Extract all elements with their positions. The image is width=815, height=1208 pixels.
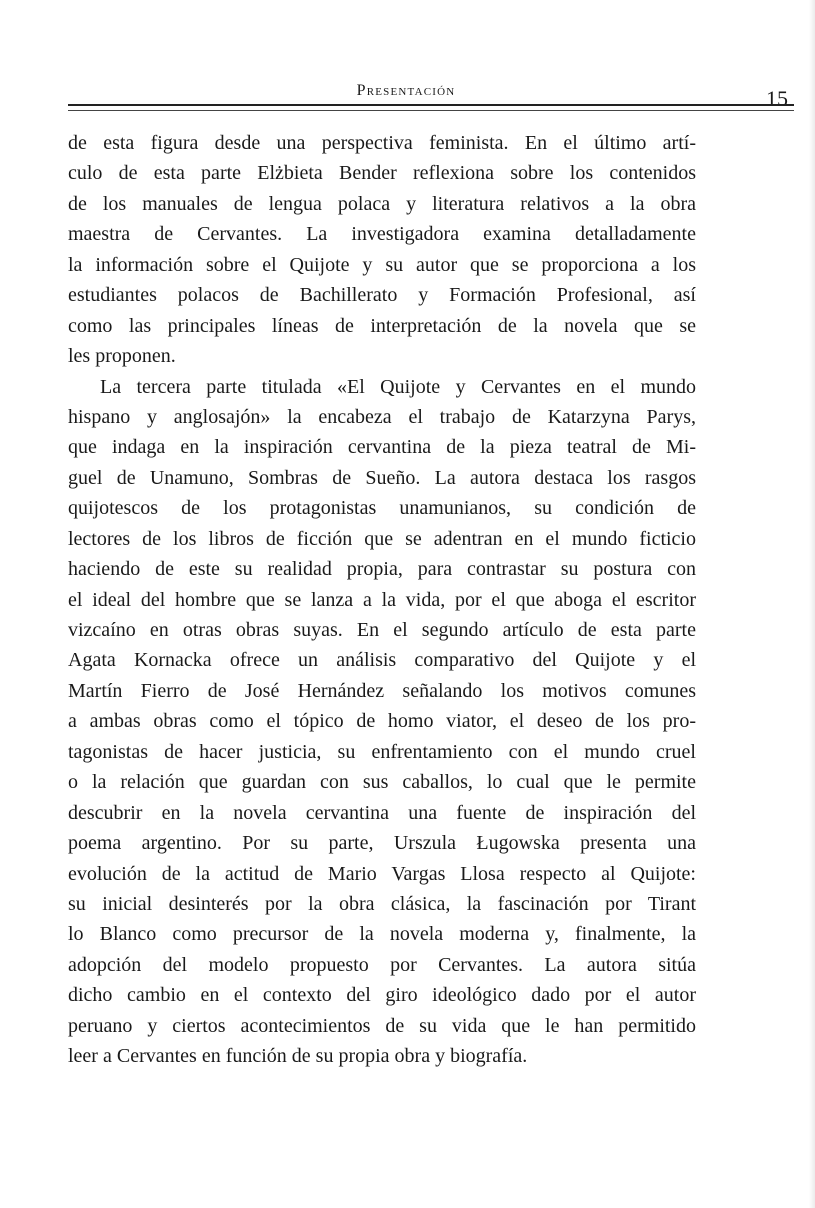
section-title: Presentación bbox=[356, 82, 456, 99]
scan-edge-shadow bbox=[809, 0, 815, 1208]
text-line: poema argentino. Por su parte, Urszula Ługowska presenta una bbox=[68, 832, 696, 855]
text-line: peruano y ciertos acontecimientos de su vida que le han permitido bbox=[68, 1014, 696, 1037]
text-line: hispano y anglosajón» la encabeza el trabajo de Katarzyna Parys, bbox=[68, 405, 696, 428]
header-rule-thin bbox=[68, 110, 794, 111]
text-line: descubrir en la novela cervantina una fuente de inspiración del bbox=[68, 801, 696, 824]
text-line: como las principales líneas de interpretación de la novela que se bbox=[68, 314, 696, 337]
text-line: leer a Cervantes en función de su propia obra y biografía. bbox=[68, 1045, 528, 1068]
text-line: la información sobre el Quijote y su autor que se proporciona a los bbox=[68, 253, 696, 276]
text-line: adopción del modelo propuesto por Cervantes. La autora sitúa bbox=[68, 953, 696, 976]
text-line: tagonistas de hacer justicia, su enfrentamiento con el mundo cruel bbox=[68, 740, 696, 763]
body-text bbox=[68, 128, 696, 1072]
text-line: o la relación que guardan con sus caballos, lo cual que le permite bbox=[68, 771, 696, 794]
text-line: les proponen. bbox=[68, 345, 176, 368]
text-line: Martín Fierro de José Hernández señalando los motivos comunes bbox=[68, 679, 696, 702]
text-line: de los manuales de lengua polaca y literatura relativos a la obra bbox=[68, 192, 696, 215]
text-line: haciendo de este su realidad propia, para contrastar su postura con bbox=[68, 558, 696, 581]
running-header bbox=[68, 80, 794, 114]
text-line: que indaga en la inspiración cervantina de la pieza teatral de Mi- bbox=[68, 436, 696, 459]
text-line: de esta figura desde una perspectiva feminista. En el último artí- bbox=[68, 132, 696, 154]
header-rule-thick bbox=[68, 104, 794, 106]
text-line: a ambas obras como el tópico de homo viator, el deseo de los pro- bbox=[68, 710, 696, 733]
text-line: lectores de los libros de ficción que se adentran en el mundo ficticio bbox=[68, 527, 696, 550]
text-line: quijotescos de los protagonistas unamunianos, su condición de bbox=[68, 497, 696, 520]
text-line: lo Blanco como precursor de la novela moderna y, finalmente, la bbox=[68, 923, 696, 946]
text-line: culo de esta parte Elżbieta Bender reflexiona sobre los contenidos bbox=[68, 162, 696, 185]
text-line: vizcaíno en otras obras suyas. En el segundo artículo de esta parte bbox=[68, 619, 696, 641]
text-line: su inicial desinterés por la obra clásica, la fascinación por Tirant bbox=[68, 892, 696, 915]
page-number: 15 bbox=[766, 86, 788, 111]
text-line: el ideal del hombre que se lanza a la vida, por el que aboga el escritor bbox=[68, 588, 696, 611]
text-line: maestra de Cervantes. La investigadora examina detalladamente bbox=[68, 223, 696, 246]
text-line: estudiantes polacos de Bachillerato y Formación Profesional, así bbox=[68, 284, 696, 307]
text-line: evolución de la actitud de Mario Vargas Llosa respecto al Quijote: bbox=[68, 862, 696, 885]
text-line: dicho cambio en el contexto del giro ideológico dado por el autor bbox=[68, 984, 696, 1007]
text-line: La tercera parte titulada «El Quijote y Cervantes en el mundo bbox=[100, 375, 696, 398]
text-line: guel de Unamuno, Sombras de Sueño. La autora destaca los rasgos bbox=[68, 466, 696, 489]
text-line: Agata Kornacka ofrece un análisis comparativo del Quijote y el bbox=[68, 649, 696, 672]
